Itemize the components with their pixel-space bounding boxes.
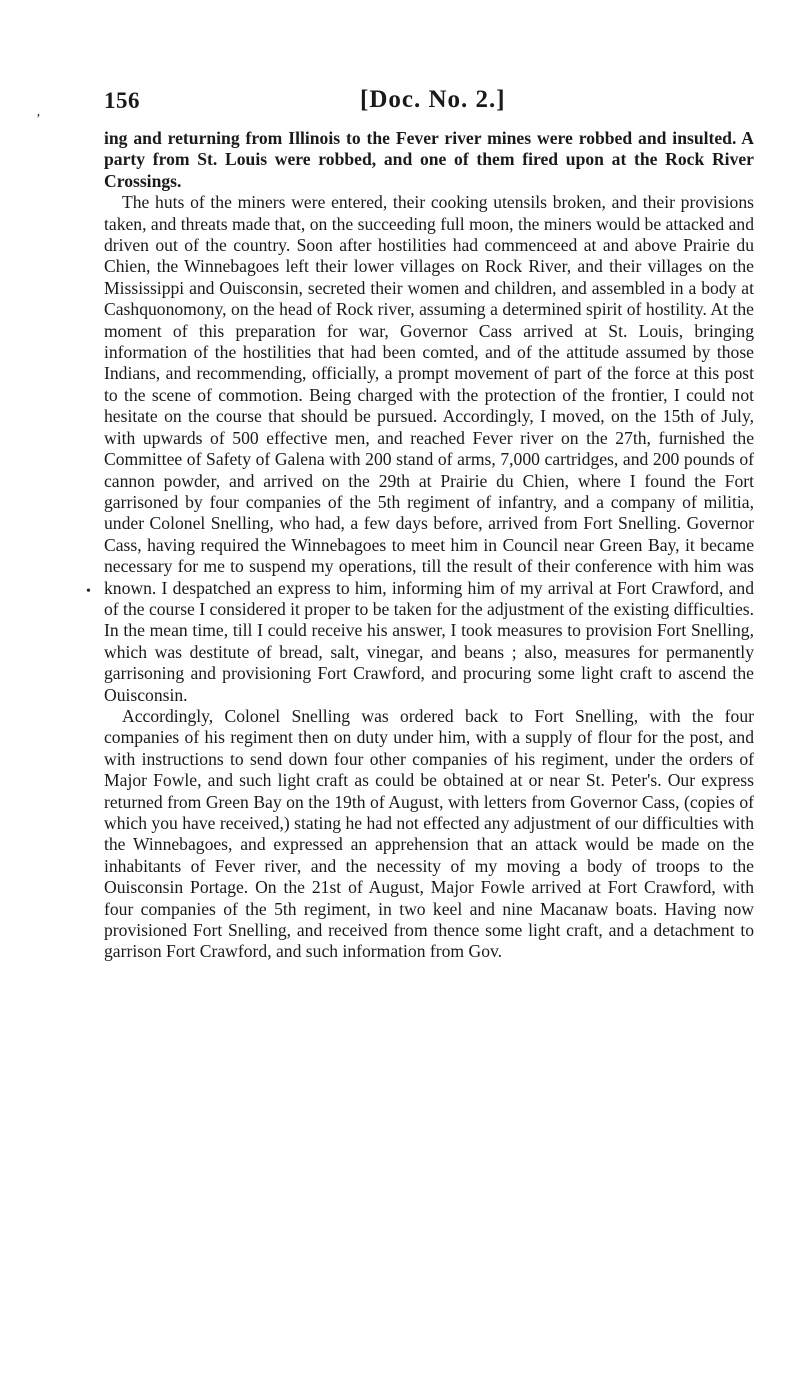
page-number: 156 <box>104 88 140 113</box>
paragraph-1: ing and returning from Illinois to the Fever river mines were robbed and insulted. A party from St. Louis were robbed, and one of them fired upon at the Rock River Crossings. <box>104 128 754 191</box>
document-page <box>104 84 754 963</box>
body-text <box>104 128 754 963</box>
paragraph-3: Accordingly, Colonel Snelling was ordered back to Fort Snelling, with the four companies of his regiment then on duty under him, with a supply of flour for the post, and with instructions to send down four other companies of his regiment, under the orders of Major Fowle, and such light craft as could be obtained at or near St. Peter's. Our express returned from Green Bay on the 19th of August, with letters from Governor Cass, (copies of which you have received,) stating he had not effected any adjustment of our difficulties with the Winnebagoes, and expressed an apprehension that an attack would be made on the inhabitants of Fever river, and the necessity of my moving a body of troops to the Ouisconsin Portage. On the 21st of August, Major Fowle arrived at Fort Crawford, with four companies of the 5th regiment, in two keel and nine Macanaw boats. Having now provisioned Fort Snelling, and received from thence some light craft, and a detachment to garrison Fort Crawford, and such information from Gov. <box>104 705 754 962</box>
paragraph-2: The huts of the miners were entered, their cooking utensils broken, and their provisions taken, and threats made that, on the succeeding full moon, the miners would be attacked and driven out of the country. Soon after hostilities had commenceed at and above Prairie du Chien, the Winnebagoes left their lower villages on Rock River, and their villages on the Mississippi and Ouisconsin, secreted their women and children, and assembled in a body at Cashquonomony, on the head of Rock river, assuming a determined spirit of hostility. At the moment of this preparation for war, Governor Cass arrived at St. Louis, bringing information of the hostilities that had been comted, and of the attitude assumed by those Indians, and recommending, officially, a prompt movement of part of the force at this post to the scene of commotion. Being charged with the protection of the frontier, I could not hesitate on the course that should be pursued. Accordingly, I moved, on the 15th of July, with upwards of 500 effective men, and reached Fever river on the 27th, furnished the Committee of Safety of Galena with 200 stand of arms, 7,000 cartridges, and 200 pounds of cannon powder, and arrived on the 29th at Prairie du Chien, where I found the Fort garrisoned by four companies of the 5th regiment of infantry, and a company of militia, under Colonel Snelling, who had, a few days before, arrived from Fort Snelling. Governor Cass, having required the Winnebagoes to meet him in Council near Green Bay, it became necessary for me to suspend my operations, till the result of their conference with him was known. I despatched an express to him, informing him of my arrival at Fort Crawford, and of the course I considered it proper to be taken for the adjustment of the existing difficulties. In the mean time, till I could receive his answer, I took measures to provision Fort Snelling, which was destitute of bread, salt, vinegar, and beans ; also, measures for permanently garrisoning and provisioning Fort Crawford, and procuring some light craft to ascend the Ouisconsin. <box>104 192 754 705</box>
margin-mark-middle: • <box>86 584 91 599</box>
margin-mark-top: ’ <box>36 112 41 127</box>
running-head: [Doc. No. 2.] <box>360 86 506 113</box>
page-header <box>104 84 754 128</box>
